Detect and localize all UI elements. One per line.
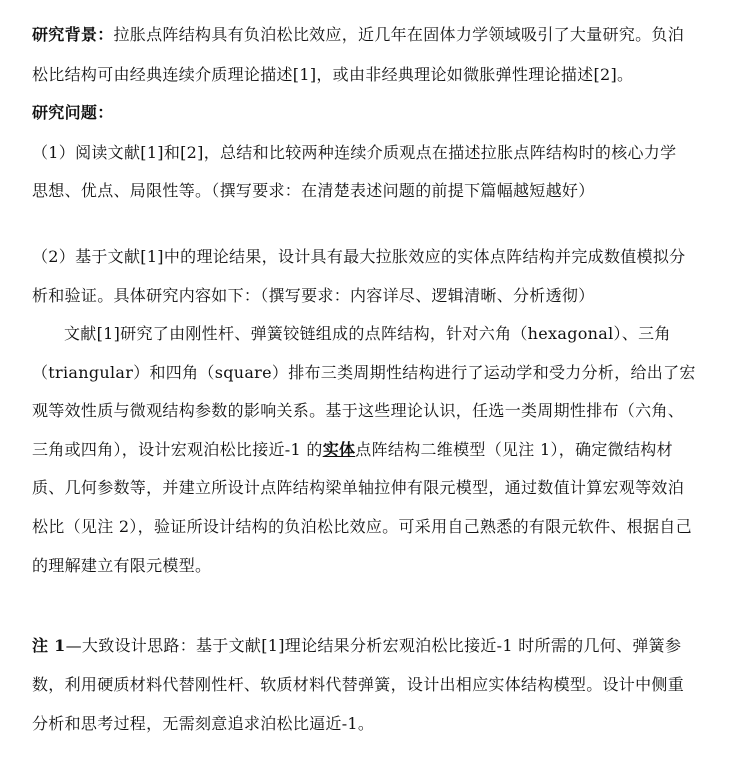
background-line-2: 松比结构可由经典连续介质理论描述[1]，或由非经典理论如微胀弹性理论描述[2]。 (32, 65, 634, 84)
paragraph-line-3: 观等效性质与微观结构参数的影响关系。基于这些理论认识，任选一类周期性排布（六角、 (32, 401, 685, 420)
question-1-line-1: （1）阅读文献[1]和[2]，总结和比较两种连续介质观点在描述拉胀点阵结构时的核心力学 (32, 143, 677, 162)
question-2-line-1: （2）基于文献[1]中的理论结果，设计具有最大拉胀效应的实体点阵结构并完成数值模拟分 (32, 247, 686, 266)
question-2-line-2: 析和验证。具体研究内容如下：（撰写要求：内容详尽、逻辑清晰、分析透彻） (32, 286, 595, 305)
paragraph-line-7: 的理解建立有限元模型。 (32, 556, 212, 575)
paragraph-line-4 (32, 439, 731, 461)
paragraph-line-6: 松比（见注 2），验证所设计结构的负泊松比效应。可采用自己熟悉的有限元软件、根据自己 (32, 517, 692, 536)
note-1-line-3: 分析和思考过程，无需刻意追求泊松比逼近-1。 (32, 714, 375, 733)
note-1-line-2: 数，利用硬质材料代替刚性杆、软质材料代替弹簧，设计出相应实体结构模型。设计中侧重 (32, 675, 685, 694)
note-1-label: 注 1 (32, 636, 66, 655)
note-1-line-1 (32, 635, 731, 657)
note-1-text-1: —大致设计思路：基于文献[1]理论结果分析宏观泊松比接近-1 时所需的几何、弹簧参 (65, 636, 682, 655)
paragraph-line-4-end: 点阵结构二维模型（见注 1），确定微结构材 (355, 440, 673, 459)
paragraph-line-5: 质、几何参数等，并建立所设计点阵结构梁单轴拉伸有限元模型，通过数值计算宏观等效泊 (32, 478, 685, 497)
paragraph-line-4-start: 三角或四角），设计宏观泊松比接近-1 的 (32, 440, 323, 459)
background-label: 研究背景： (32, 25, 114, 44)
question-1-line-2: 思想、优点、局限性等。（撰写要求：在清楚表述问题的前提下篇幅越短越好） (32, 181, 595, 200)
solid-emphasis: 实体 (322, 440, 356, 459)
questions-label: 研究问题： (32, 103, 114, 122)
background-text-1: 拉胀点阵结构具有负泊松比效应，近几年在固体力学领域吸引了大量研究。负泊 (113, 25, 685, 44)
background-line-1 (32, 24, 731, 46)
paragraph-line-1: 文献[1]研究了由刚性杆、弹簧铰链组成的点阵结构，针对六角（hexagonal）、三角 (64, 324, 671, 343)
paragraph-line-2: （triangular）和四角（square）排布三类周期性结构进行了运动学和受力分析，给出了宏 (32, 363, 696, 382)
